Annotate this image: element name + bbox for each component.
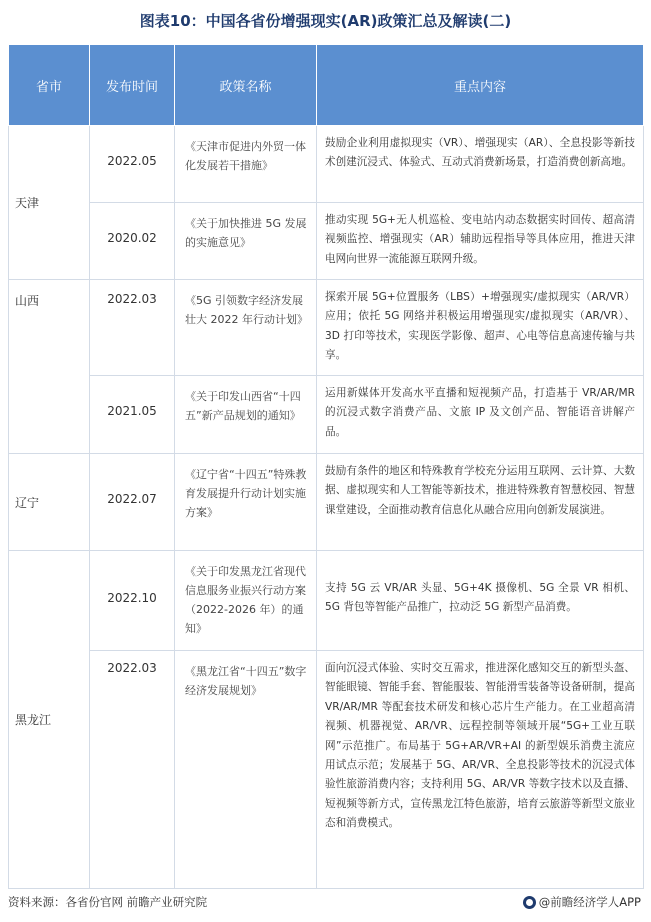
table-row: [9, 203, 644, 280]
page-title: 图表10：中国各省份增强现实(AR)政策汇总及解读(二): [139, 12, 512, 30]
province-cell: 黑龙江: [9, 551, 90, 889]
table-header-row: [9, 45, 644, 126]
key-points-cell: 推动实现 5G+无人机巡检、变电站内动态数据实时回传、超高清视频监控、增强现实（AR）辅助远程指导等具体应用，推进天津电网向世界一流能源互联网升级。: [317, 203, 644, 280]
date-cell: 2021.05: [90, 376, 175, 454]
key-points-cell: 鼓励有条件的地区和特殊教育学校充分运用互联网、云计算、大数据、虚拟现实和人工智能等新技术，推进特殊教育智慧校园、智慧课堂建设，全面推动教育信息化从融合应用向创新发展演进。: [317, 454, 644, 551]
header-policy: 政策名称: [175, 45, 317, 126]
date-cell: 2022.05: [90, 126, 175, 203]
key-points-cell: 面向沉浸式体验、实时交互需求，推进深化感知交互的新型头盔、智能眼镜、智能手套、智能服装、智能滑雪装备等设备研制，提高 VR/AR/MR 等配套技术研发和核心芯片生产能力。在工业超高清视频、机器视觉、AR/VR、远程控制等领域开展“5G+工业互联网”示范推广。布局基于 5G+AR/VR+AI 的新型娱乐消费主流应用试点示范；发展基于 5G、AR/VR、全息投影等技术的沉浸式体验性旅游消费内容；支持利用 5G、AR/VR 等数字技术以及直播、短视频等新方式，宣传黑龙江特色旅游，培育云旅游等新型文旅业态和消费模式。: [317, 651, 644, 889]
header-date: 发布时间: [90, 45, 175, 126]
province-cell: 山西: [9, 280, 90, 454]
policy-name-cell: 《辽宁省“十四五”特殊教育发展提升行动计划实施方案》: [175, 454, 317, 551]
date-cell: 2022.03: [90, 651, 175, 889]
policy-name-cell: 《关于印发山西省“十四五”新产品规划的通知》: [175, 376, 317, 454]
province-cell: 天津: [9, 126, 90, 280]
key-points-cell: 运用新媒体开发高水平直播和短视频产品，打造基于 VR/AR/MR 的沉浸式数字消费产品、文旅 IP 及文创产品、智能语音讲解产品。: [317, 376, 644, 454]
table-row: [9, 651, 644, 889]
footer: [0, 893, 651, 922]
policy-name-cell: 《关于印发黑龙江省现代信息服务业振兴行动方案（2022-2026 年）的通知》: [175, 551, 317, 651]
date-cell: 2022.07: [90, 454, 175, 551]
policy-name-cell: 《5G 引领数字经济发展壮大 2022 年行动计划》: [175, 280, 317, 376]
table-row: [9, 376, 644, 454]
table-row: [9, 280, 644, 376]
header-province: 省市: [9, 45, 90, 126]
province-cell: 辽宁: [9, 454, 90, 551]
policy-name-cell: 《天津市促进内外贸一体化发展若干措施》: [175, 126, 317, 203]
footer-brand: [523, 893, 641, 911]
footer-brand-label: @前瞻经济学人APP: [538, 895, 641, 909]
date-cell: 2020.02: [90, 203, 175, 280]
date-cell: 2022.10: [90, 551, 175, 651]
date-cell: 2022.03: [90, 280, 175, 376]
table-row: [9, 126, 644, 203]
policy-name-cell: 《关于加快推进 5G 发展的实施意见》: [175, 203, 317, 280]
header-key-points: 重点内容: [317, 45, 644, 126]
policy-table: [8, 44, 644, 889]
table-row: [9, 454, 644, 551]
key-points-cell: 探索开展 5G+位置服务（LBS）+增强现实/虚拟现实（AR/VR）应用；依托 5G 网络并积极运用增强现实/虚拟现实（AR/VR）、3D 打印等技术，实现医学影像、超声、心电等信息高速传输与共享。: [317, 280, 644, 376]
key-points-cell: 鼓励企业利用虚拟现实（VR）、增强现实（AR）、全息投影等新技术创建沉浸式、体验式、互动式消费新场景，打造消费创新高地。: [317, 126, 644, 203]
footer-source: 资料来源：各省份官网 前瞻产业研究院: [8, 895, 208, 909]
qianzhan-logo-icon: [523, 896, 536, 909]
key-points-cell: 支持 5G 云 VR/AR 头显、5G+4K 摄像机、5G 全景 VR 相机、5G 背包等智能产品推广，拉动泛 5G 新型产品消费。: [317, 551, 644, 651]
policy-name-cell: 《黑龙江省“十四五”数字经济发展规划》: [175, 651, 317, 889]
table-row: [9, 551, 644, 651]
